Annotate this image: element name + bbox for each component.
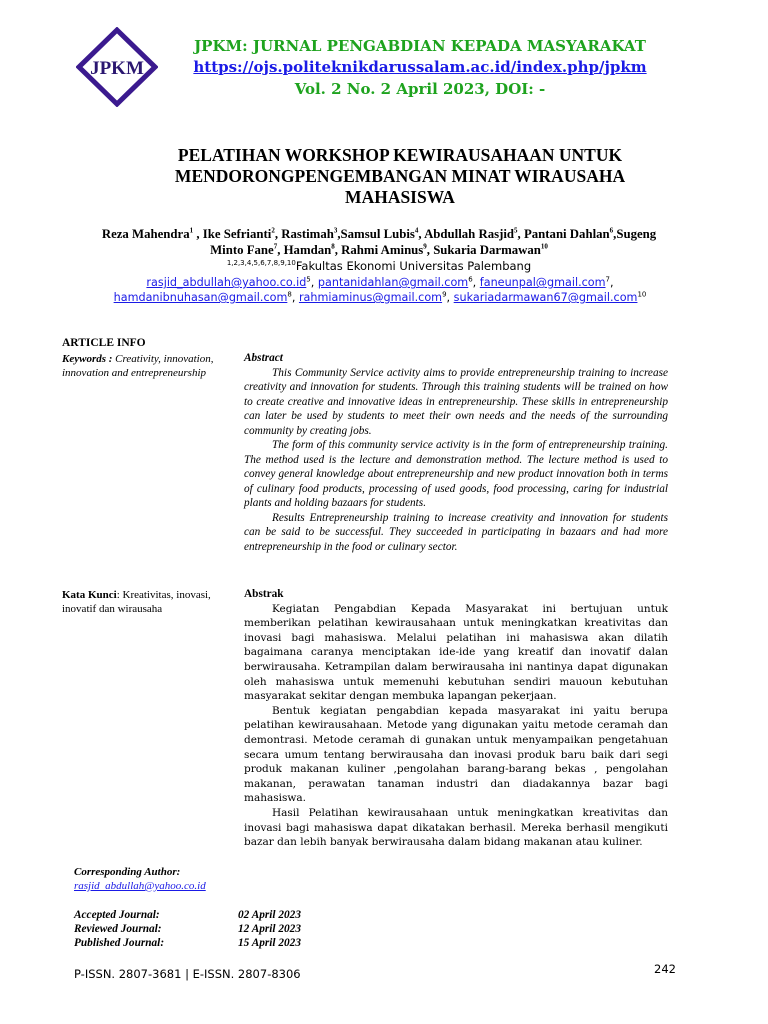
accepted-date-row <box>74 909 334 923</box>
jpkm-logo <box>76 27 158 107</box>
abstract-paragraph: This Community Service activity aims to provide entrepreneurship training to increase creativity and innovation for students. Through this training students will be trained on how to create creative and innovative ideas in entrepreneurship. These skills in entrepreneurship can later be used by students to meet their own needs and the needs of the surrounding community by creating jobs. <box>244 366 668 437</box>
abstract-paragraph: Results Entrepreneurship training to increase creativity and innovation for students can be said to be successful. They succeeded in participating in bazaars and had more entrepreneurship in the food or culinary sector. <box>244 511 668 553</box>
author-name: , Rastimah <box>274 227 334 241</box>
author-name: , Rahmi Aminus <box>334 243 424 257</box>
article-info-heading: ARTICLE INFO <box>62 337 146 349</box>
separator: , <box>310 276 318 289</box>
author-name: ,Samsul Lubis <box>337 227 415 241</box>
corresponding-email-link[interactable]: rasjid_abdullah@yahoo.co.id <box>74 880 206 892</box>
accepted-label: Accepted Journal: <box>74 909 160 921</box>
author-name: ,Sugeng Minto Fane <box>210 227 657 257</box>
paper-title-line: PELATIHAN WORKSHOP KEWIRAUSAHAAN UNTUK <box>177 145 623 165</box>
paper-title-line: MENDORONGPENGEMBANGAN MINAT WIRAUSAHA <box>174 166 626 186</box>
email-link[interactable]: faneunpal@gmail.com <box>479 276 606 289</box>
corresponding-label: Corresponding Author: <box>74 866 181 878</box>
author-name: Reza Mahendra <box>101 227 190 241</box>
abstrak-paragraph: Hasil Pelatihan kewirausahaan untuk meningkatkan kreativitas dan inovasi bagi mahasiswa dapat dikatakan berhasil. Mereka berhasil mengikuti bazar dan lebih banyak berwirausaha dalam bidang makanan atau kuliner. <box>244 806 668 849</box>
abstract-heading: Abstract <box>244 352 283 364</box>
affiliation-index: 1,2,3,4,5,6,7,8,9,10 <box>226 259 296 268</box>
keywords-text: Creativity, innovation, innovation and entrepreneurship <box>62 353 214 379</box>
author-index: 10 <box>540 242 548 251</box>
author-name: , Pantani Dahlan <box>517 227 610 241</box>
corresponding-author <box>74 865 274 893</box>
email-index: 6 <box>468 275 473 284</box>
email-line <box>70 275 690 291</box>
separator: , <box>291 291 299 304</box>
abstract-paragraph: The form of this community service activity is in the form of entrepreneurship training. The method used is the lecture and demonstration method. The lecture method is used to convey general knowledge about entrepreneurship and new product innovation both in terms of culinary food products, processing of used goods, food processing, caring for industrial plants and holding bazaars for students. <box>244 439 668 509</box>
author-list <box>96 226 662 258</box>
author-index: 5 <box>514 226 518 235</box>
email-link[interactable]: rahmiaminus@gmail.com <box>298 291 443 304</box>
keywords <box>62 352 234 380</box>
keywords-label: Keywords : <box>62 353 113 365</box>
abstrak-heading: Abstrak <box>244 588 284 600</box>
logo-text: JPKM <box>90 58 144 79</box>
kata-kunci <box>62 588 234 616</box>
reviewed-label: Reviewed Journal: <box>74 923 162 935</box>
email-link[interactable]: pantanidahlan@gmail.com <box>317 276 469 289</box>
separator: , <box>472 276 480 289</box>
email-link[interactable]: sukariadarmawan67@gmail.com <box>453 291 638 304</box>
email-index: 7 <box>605 275 610 284</box>
author-index: 1 <box>189 226 194 235</box>
author-name: , Sukaria Darmawan <box>426 243 541 257</box>
separator: , <box>610 276 614 289</box>
paper-title <box>110 145 690 208</box>
page-number: 242 <box>654 962 676 976</box>
author-index: 3 <box>333 226 338 235</box>
email-index: 10 <box>637 290 647 299</box>
email-line <box>70 290 690 306</box>
affiliation-text: Fakultas Ekonomi Universitas Palembang <box>295 259 532 273</box>
abstract-indonesian <box>244 587 668 850</box>
accepted-date: 02 April 2023 <box>238 909 301 921</box>
email-link[interactable]: hamdanibnuhasan@gmail.com <box>113 291 288 304</box>
separator: , <box>446 291 454 304</box>
abstrak-paragraph: Kegiatan Pengabdian Kepada Masyarakat ini bertujuan untuk memberikan pelatihan kewirausahaan untuk meningkatkan kreativitas dan inovasi bagi mahasiswa. Melalui pelatihan ini mahasiswa akan dilatih bagaimana caranya menciptakan ide-ide yang kreatif dan inovatif dalan berwirausaha. Ketrampilan dalam berwirausaha ini nantinya dapat digunakan oleh mahasiswa untuk memenuhi kebutuhan sendiri mauoun kebutuhan masyarakat sekitar dengan membuka lapangan pekerjaan. <box>244 602 668 703</box>
author-index: 4 <box>414 226 419 235</box>
reviewed-date-row <box>74 923 334 937</box>
paper-title-line: MAHASISWA <box>345 187 455 207</box>
journal-title: JPKM: JURNAL PENGABDIAN KEPADA MASYARAKAT <box>194 37 646 55</box>
author-index: 8 <box>331 242 335 251</box>
journal-url-link[interactable]: https://ojs.politeknikdarussalam.ac.id/index.php/jpkm <box>193 58 647 76</box>
author-name: , Abdullah Rasjid <box>418 227 515 241</box>
email-index: 5 <box>306 275 311 284</box>
journal-volume: Vol. 2 No. 2 April 2023, DOI: - <box>294 80 546 98</box>
abstrak-paragraph: Bentuk kegiatan pengabdian kepada masyarakat ini yaitu berupa pelatihan kewirausahaan. Metode yang digunakan yaitu metode ceramah dan demontrasi. Metode ceramah di gunakan untuk menyampaikan pengetahuan secara umum tentang berwirausaha dan inovasi produk baru baik dari segi produk makanan kuliner ,pengolahan barang-barang bekas , pengolahan makanan, perawatan tanaman industri dan diadakannya bazar bagi mahasiswa. <box>244 704 668 805</box>
published-date: 15 April 2023 <box>238 937 301 949</box>
author-name: , Ike Sefrianti <box>193 227 272 241</box>
affiliation <box>96 259 662 273</box>
kata-kunci-label: Kata Kunci <box>62 589 117 601</box>
published-label: Published Journal: <box>74 937 165 949</box>
published-date-row <box>74 937 334 951</box>
email-index: 9 <box>442 290 447 299</box>
abstract-english <box>244 351 668 554</box>
issn-footer: P-ISSN. 2807-3681 | E-ISSN. 2807-8306 <box>74 967 301 981</box>
author-index: 2 <box>271 226 275 235</box>
author-index: 6 <box>609 226 614 235</box>
reviewed-date: 12 April 2023 <box>238 923 301 935</box>
author-name: , Hamdan <box>277 243 332 257</box>
kata-kunci-text: : Kreativitas, inovasi, inovatif dan wirausaha <box>62 589 211 615</box>
email-link[interactable]: rasjid_abdullah@yahoo.co.id <box>146 276 307 289</box>
email-index: 8 <box>287 290 292 299</box>
author-index: 9 <box>423 242 427 251</box>
author-index: 7 <box>273 242 278 251</box>
